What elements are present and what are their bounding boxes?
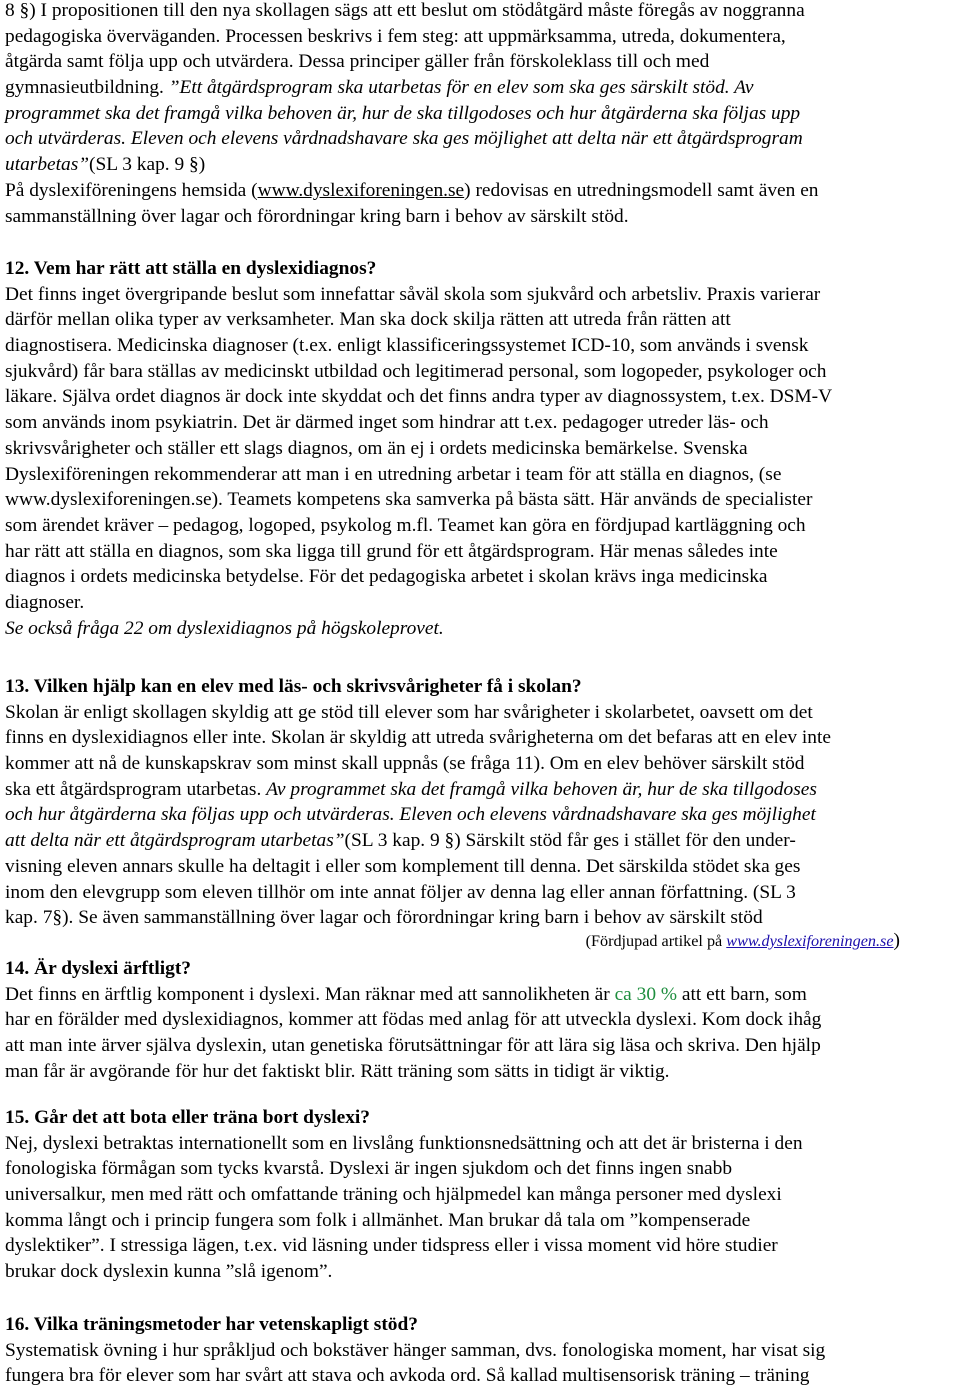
text-line: fungera bra för elever som har svårt att stava och avkoda ord. Så kallad multisensorisk träning – träning: [5, 1365, 810, 1387]
text-line: Nej, dyslexi betraktas internationellt som en livslång funktionsnedsättning och att det är bristerna i den: [5, 1132, 803, 1154]
text-line: diagnostisera. Medicinska diagnoser (t.ex. enligt klassificeringssystemet ICD-10, som används i svensk: [5, 335, 809, 357]
text-span: På dyslexiföreningens hemsida (: [5, 179, 258, 201]
law-quote: utarbetas”: [5, 154, 90, 176]
q14-section: [5, 956, 957, 1084]
note-text: ): [893, 930, 900, 951]
text-line: inom den elevgrupp som eleven tillhör om inte annat följer av denna lag eller annan författning. (SL 3: [5, 881, 796, 903]
text-span: att ett barn, som: [677, 983, 807, 1005]
q16-section: [5, 1312, 957, 1389]
q11-continuation: [5, 0, 957, 229]
text-line: läkare. Själva ordet diagnos är dock inte skyddat och det finns andra typer av diagnossystem, t.ex. DSM-V: [5, 386, 833, 408]
text-line: som används inom psykiatrin. Det är därmed inget som hindrar att t.ex. pedagoger utreder läs- och: [5, 412, 769, 434]
text-line: [5, 152, 957, 178]
text-span: Det finns en ärftlig komponent i dyslexi. Man räknar med att sannolikheten är: [5, 983, 615, 1005]
text-line: att man inte ärver själva dyslexin, utan genetiska förutsättningar för att lära sig läsa och skriva. Den hjälp: [5, 1035, 821, 1057]
law-quote: programmet ska det framgå vilka behoven är, hur de ska tillgodoses och hur åtgärderna ska följas upp: [5, 102, 801, 124]
text-line: skrivsvårigheter och ställer ett slags diagnos, om än ej i ordets medicinska bemärkelse. Svenska: [5, 437, 748, 459]
text-line: diagnoser.: [5, 591, 85, 613]
text-line: sjukvård) får bara ställas av medicinskt utbildad och legitimerad personal, som logopeder, psykologer och: [5, 360, 827, 382]
q13-section: [5, 674, 957, 931]
text-line: Det finns inget övergripande beslut som innefattar såväl skola som sjukvård och arbetsliv. Praxis varierar: [5, 283, 821, 305]
text-line: [5, 178, 957, 204]
text-line: komma långt och i princip fungera som folk i allmänhet. Man brukar då tala om ”kompenserade: [5, 1209, 751, 1231]
text-span: gymnasieutbildning.: [5, 77, 169, 99]
question-heading: 16. Vilka träningsmetoder har vetenskapligt stöd?: [5, 1314, 418, 1335]
law-quote: och hur åtgärderna ska följas upp och utvärderas. Eleven och elevens vårdnadshavare ska ges möjlighet: [5, 804, 816, 826]
question-heading: 13. Vilken hjälp kan en elev med läs- och skrivsvårigheter få i skolan?: [5, 676, 582, 697]
text-line: [5, 777, 957, 803]
text-line: [5, 75, 957, 101]
text-line: dyslektiker”. I stressiga lägen, t.ex. vid läsning under tidspress eller i vissa moment vid höre studier: [5, 1235, 778, 1257]
law-quote: ”Ett åtgärdsprogram ska utarbetas för en elev som ska ges särskilt stöd. Av: [168, 77, 754, 99]
article-note: [586, 930, 900, 952]
text-line: [5, 126, 957, 152]
text-line: fonologiska förmågan som tycks kvarstå. Dyslexi är ingen sjukdom och det finns ingen snabb: [5, 1158, 733, 1180]
text-line: man får är avgörande för hur det faktiskt blir. Rätt träning som sätts in tidigt är viktig.: [5, 1060, 670, 1082]
question-heading: 15. Går det att bota eller träna bort dyslexi?: [5, 1107, 370, 1128]
text-line: kommer att nå de kunskapskrav som minst skall uppnås (se fråga 11). Om en elev behöver särskilt stöd: [5, 753, 805, 775]
q15-section: [5, 1105, 957, 1285]
text-line: pedagogiska överväganden. Processen beskrivs i fem steg: att uppmärksamma, utreda, dokumentera,: [5, 25, 786, 47]
law-quote: och utvärderas.: [5, 128, 131, 150]
website-link[interactable]: www.dyslexiforeningen.se: [257, 179, 465, 201]
text-line: sammanställning över lagar och förordningar kring barn i behov av särskilt stöd.: [5, 205, 629, 227]
question-heading: 14. Är dyslexi ärftligt?: [5, 958, 191, 979]
text-line: kap. 7§). Se även sammanställning över lagar och förordningar kring barn i behov av särskilt stöd: [5, 907, 763, 929]
highlighted-percentage: ca 30 %: [614, 983, 678, 1005]
text-line: Dyslexiföreningen rekommenderar att man i en utredning arbetar i team för att ställa en diagnos, (se: [5, 463, 782, 485]
text-span: ska ett åtgärdsprogram utarbetas.: [5, 778, 267, 800]
text-line: som ärendet kräver – pedagog, logoped, psykolog m.fl. Teamet kan göra en fördjupad kartläggning och: [5, 514, 806, 536]
law-quote: att delta när ett åtgärdsprogram utarbetas”: [5, 830, 345, 852]
question-heading: 12. Vem har rätt att ställa en dyslexidiagnos?: [5, 258, 377, 279]
text-line: därför mellan olika typer av verksamheter. Man ska dock skilja rätten att utreda från rätten att: [5, 309, 731, 331]
text-line: [5, 982, 957, 1008]
text-line: universalkur, men med rätt och omfattande träning och hjälpmedel kan många personer med dyslexi: [5, 1184, 782, 1206]
text-line: finns en dyslexidiagnos eller inte. Skolan är skyldig att utreda svårigheterna om det befaras att en elev inte: [5, 727, 831, 749]
law-quote: Av programmet ska det framgå vilka behoven är, hur de ska tillgodoses: [266, 778, 817, 800]
text-line: diagnos i ordets medicinska betydelse. För det pedagogiska arbetet i skolan krävs inga medicinska: [5, 566, 768, 588]
text-line: brukar dock dyslexin kunna ”slå igenom”.: [5, 1261, 333, 1283]
article-link[interactable]: www.dyslexiforeningen.se: [726, 932, 894, 950]
text-line: Systematisk övning i hur språkljud och bokstäver hänger samman, dvs. fonologiska moment, har visat sig: [5, 1339, 826, 1361]
law-quote: Eleven och elevens vårdnadshavare ska ges möjlighet att delta när ett åtgärdsprogram: [130, 128, 803, 150]
text-line: har rätt att ställa en diagnos, som ska ligga till grund för ett åtgärdsprogram. Här menas således inte: [5, 540, 778, 562]
text-line: [5, 828, 957, 854]
text-line: 8 §) I propositionen till den nya skollagen sägs att ett beslut om stödåtgärd måste föregås av noggranna: [5, 0, 805, 21]
q12-section: [5, 256, 957, 641]
note-text: (Fördjupad artikel på: [585, 932, 727, 950]
text-line: har en förälder med dyslexidiagnos, kommer att födas med anlag för att utveckla dyslexi. Kom dock ihåg: [5, 1009, 822, 1031]
text-line: visning eleven annars skulle ha deltagit i eller som komplement till denna. Det särskilda stödet ska ges: [5, 855, 801, 877]
text-span: (SL 3 kap. 9 §) Särskilt stöd får ges i stället för den under-: [344, 830, 796, 852]
see-also-note: Se också fråga 22 om dyslexidiagnos på högskoleprovet.: [5, 617, 444, 639]
text-line: Skolan är enligt skollagen skyldig att ge stöd till elever som har svårigheter i skolarbetet, oavsett om det: [5, 701, 813, 723]
text-span: ) redovisas en utredningsmodell samt även en: [464, 179, 819, 201]
law-reference: (SL 3 kap. 9 §): [89, 154, 206, 176]
text-line: åtgärda samt följa upp och utvärdera. Dessa principer gäller från förskoleklass till och med: [5, 51, 710, 73]
text-line: www.dyslexiforeningen.se). Teamets kompetens ska samverka på bästa sätt. Här används de specialister: [5, 489, 813, 511]
